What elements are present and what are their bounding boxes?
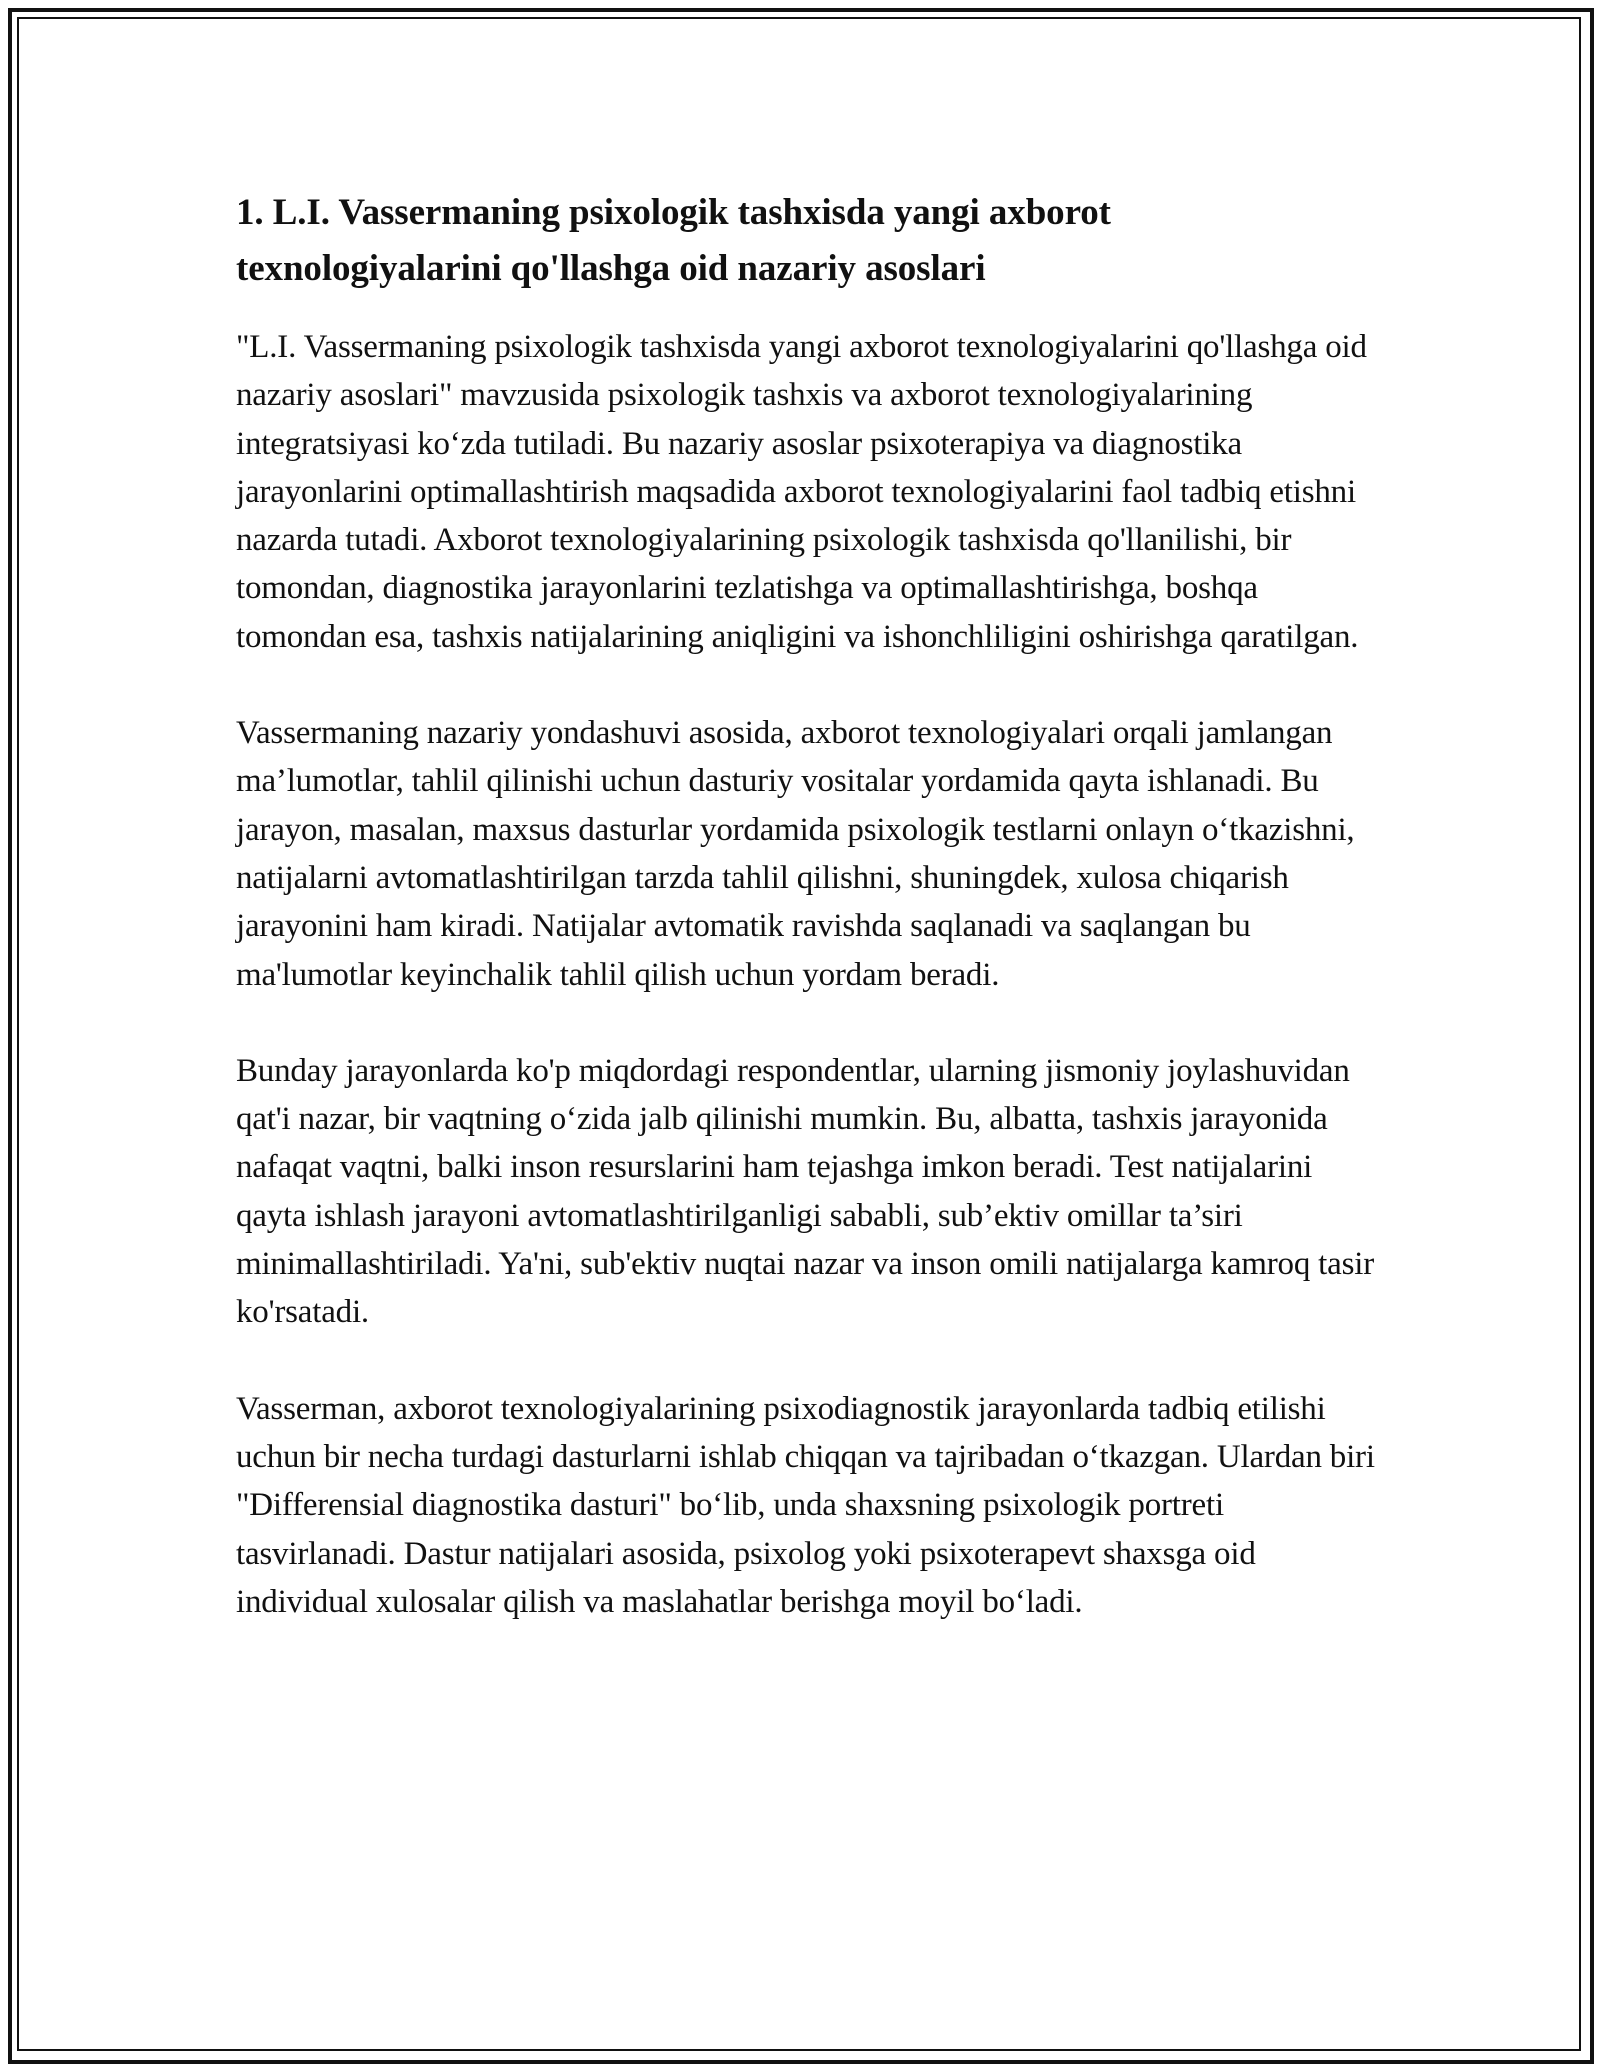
document-body [236,185,1386,1626]
section-heading-line-1: 1. L.I. Vassermaning psixologik tashxisda yangi axborot [236,192,1111,233]
section-heading-line-2: texnologiyalarini qo'llashga oid nazariy asoslari [236,248,986,289]
paragraph-1: "L.I. Vassermaning psixologik tashxisda yangi axborot texnologiyalarini qo'llashga oid nazariy asoslari" mavzusida psixologik tashxis va axborot texnologiyalarining integratsiyasi ko‘zda tutiladi. Bu nazariy asoslar psixoterapiya va diagnostika jarayonlarini optimallashtirish maqsadida axborot texnologiyalarini faol tadbiq etishni nazarda tutadi. Axborot texnologiyalarining psixologik tashxisda qo'llanilishi, bir tomondan, diagnostika jarayonlarini tezlatishga va optimallashtirishga, boshqa tomondan esa, tashxis natijalarining aniqligini va ishonchliligini oshirishga qaratilgan. [236,329,1367,655]
section-heading [236,185,1386,297]
paragraph-4: Vasserman, axborot texnologiyalarining psixodiagnostik jarayonlarda tadbiq etilishi uchun bir necha turdagi dasturlarni ishlab chiqqan va tajribadan o‘tkazgan. Ulardan biri "Differensial diagnostika dasturi" bo‘lib, unda shaxsning psixologik portreti tasvirlanadi. Dastur natijalari asosida, psixolog yoki psixoterapevt shaxsga oid individual xulosalar qilish va maslahatlar berishga moyil bo‘ladi. [236,1390,1375,1620]
paragraph-list [236,323,1386,1626]
paragraph-3: Bunday jarayonlarda ko'p miqdordagi respondentlar, ularning jismoniy joylashuvidan qat'i nazar, bir vaqtning o‘zida jalb qilinishi mumkin. Bu, albatta, tashxis jarayonida nafaqat vaqtni, balki inson resurslarini ham tejashga imkon beradi. Test natijalarini qayta ishlash jarayoni avtomatlashtirilganligi sababli, sub’ektiv omillar ta’siri minimallashtiriladi. Ya'ni, sub'ektiv nuqtai nazar va inson omili natijalarga kamroq tasir ko'rsatadi. [236,1052,1374,1331]
paragraph-2: Vassermaning nazariy yondashuvi asosida, axborot texnologiyalari orqali jamlangan ma’lumotlar, tahlil qilinishi uchun dasturiy vositalar yordamida qayta ishlanadi. Bu jarayon, masalan, maxsus dasturlar yordamida psixologik testlarni onlayn o‘tkazishni, natijalarni avtomatlashtirilgan tarzda tahlil qilishni, shuningdek, xulosa chiqarish jarayonini ham kiradi. Natijalar avtomatik ravishda saqlanadi va saqlangan bu ma'lumotlar keyinchalik tahlil qilish uchun yordam beradi. [236,715,1355,993]
